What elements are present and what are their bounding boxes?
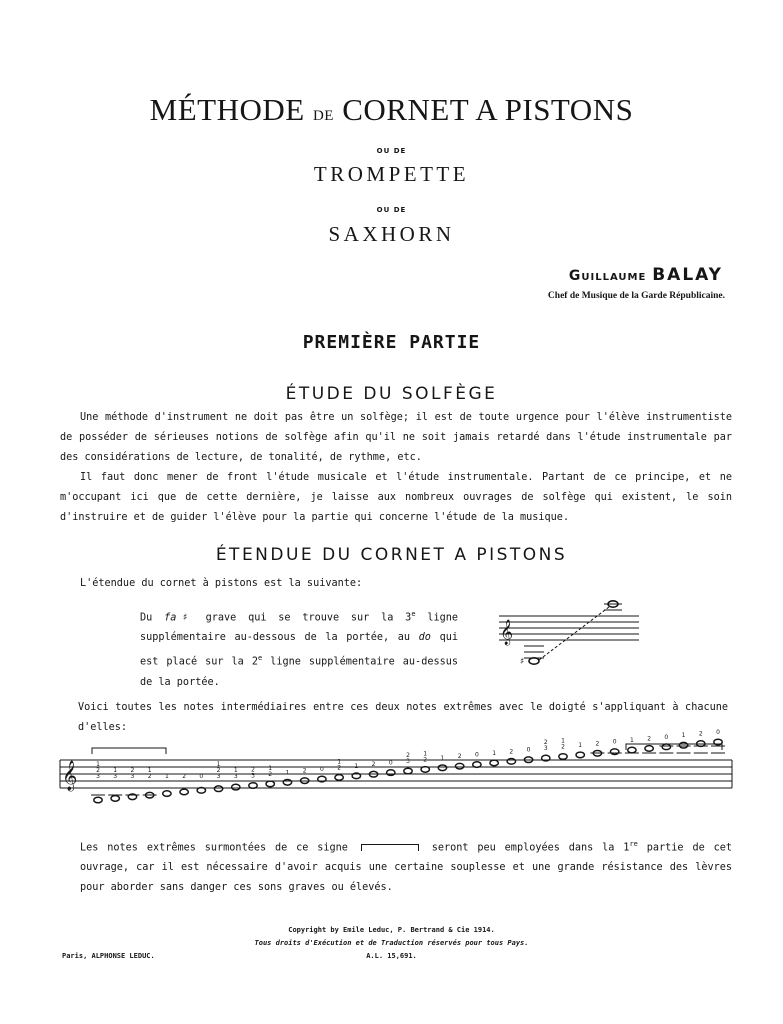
fingering-number: 1 (629, 737, 634, 745)
fingering-number: 2 (337, 764, 342, 772)
fingering-number: 2 (302, 767, 307, 775)
author-first-name: Guillaume (568, 268, 647, 284)
fingering-number: 2 (371, 761, 376, 769)
bracket-sign-icon (361, 844, 419, 851)
range-staff (494, 598, 644, 670)
solfege-paragraph-2: Il faut donc mener de front l'étude musicale et l'étude instrumentale. Partant de ce principe, et ne m'occupant ici que de cette dernière, je laisse aux nombreux ouvrages de solfège qui existent, le soin d'instruire et de guider l'élève pour la partie qui concerne l'étude de la musique. (60, 472, 732, 523)
scale-note (283, 779, 291, 785)
fingering-number: 1 (354, 762, 359, 770)
scale-note (507, 759, 515, 765)
treble-clef-icon: 𝄞 (62, 761, 78, 791)
fingering-number: 0 (474, 751, 479, 759)
scale-note (214, 786, 222, 792)
scale-note (438, 765, 446, 771)
chromatic-scale-staff (58, 729, 734, 816)
fingering-number: 2 (457, 753, 462, 761)
fingering-number: 3 (233, 773, 238, 780)
scale-note (180, 789, 188, 795)
section-title-solfege: ÉTUDE DU SOLFÈGE (285, 384, 498, 404)
fingering-number: 1 (337, 758, 342, 766)
scale-note (335, 775, 343, 781)
note-fa: fa (164, 612, 177, 624)
fingering-number: 3 (216, 773, 221, 780)
fingering-number: 1 (164, 773, 169, 780)
scale-note (610, 749, 618, 755)
scale-note (576, 752, 584, 758)
copyright-line-1: Copyright by Emile Leduc, P. Bertrand & Cie 1914. (288, 926, 495, 934)
ou-de-label-2: OU DE (376, 206, 407, 214)
fingering-number: 2 (96, 767, 100, 774)
fingering-number: 1 (216, 761, 221, 768)
scale-note (455, 763, 463, 769)
fingering-number: 3 (96, 773, 100, 780)
scale-note (559, 754, 567, 760)
fingering-number: 1 (268, 764, 273, 772)
ou-de-label: OU DE (376, 147, 407, 155)
scale-note (249, 783, 257, 789)
fingering-number: 1 (233, 767, 238, 774)
etendue-intro: L'étendue du cornet à pistons est la suivante: (80, 578, 363, 589)
fingering-number: 2 (216, 767, 221, 774)
scale-note (628, 747, 636, 753)
fingering-number: 3 (406, 758, 410, 765)
low-note (529, 658, 539, 664)
fingering-number: 2 (130, 767, 135, 774)
fingering-number: 2 (147, 773, 152, 780)
method-title (0, 92, 783, 128)
closing-paragraph: Les notes extrêmes surmontées de ce signe seront peu employées dans la 1re partie de cet ouvrage, car il est nécessaire d'avoir acquis une certaine souplesse et une grande résistance des lèvres pour aborder sans danger ces sons graves ou élevés. (80, 840, 732, 894)
plate-number: A.L. 15,691. (366, 952, 417, 960)
fingering-number: 1 (423, 750, 428, 758)
fingering-number: 2 (268, 770, 273, 778)
fingering-number: 0 (716, 729, 720, 736)
scale-note (662, 744, 670, 750)
fingering-number: 3 (543, 745, 548, 753)
fingering-number: 0 (526, 746, 531, 754)
scale-note (266, 781, 274, 787)
fingering-number: 1 (147, 767, 152, 774)
fingering-number: 1 (113, 767, 118, 774)
fingering-number: 0 (199, 773, 204, 780)
range-description: Du fa♯ grave qui se trouve sur la 3e ligne supplémentaire au-dessous de la portée, au do qui est placé sur la 2e ligne supplémentaire au-dessus de la portée. (140, 610, 458, 688)
note-do: do (418, 632, 431, 644)
scale-intro: Voici toutes les notes intermédiaires entre ces deux notes extrêmes avec le doigté s'appliquant à chacune d'elles: (78, 702, 728, 733)
fingering-number: 1 (96, 761, 100, 768)
fingering-number: 2 (423, 756, 428, 764)
svg-text:♯: ♯ (520, 657, 525, 667)
fingering-number: 1 (440, 754, 445, 762)
sharp-sign: ♯ (176, 612, 194, 624)
scale-note (163, 791, 171, 797)
scale-note (232, 784, 240, 790)
fingering-number: 3 (251, 772, 255, 780)
section-title-etendue: ÉTENDUE DU CORNET A PISTONS (215, 545, 568, 565)
solfege-paragraph-1: Une méthode d'instrument ne doit pas être un solfège; il est de toute urgence pour l'élève instrumentiste de posséder de sérieuses notions de solfège afin qu'il ne soit jamais retardé dans l'étude instrumentale par des considérations de lecture, de tonalité, de rythme, etc. (60, 412, 732, 463)
scale-note (404, 768, 412, 774)
fingering-number: 0 (612, 738, 617, 746)
fingering-number: 2 (182, 773, 187, 780)
title-methode: MÉTHODE (149, 92, 305, 127)
fingering-number: 1 (561, 737, 565, 745)
scale-note (490, 760, 498, 766)
copyright-line-2: Tous droits d'Exécution et de Traduction réservés pour tous Pays. (254, 939, 529, 947)
part-title: PREMIÈRE PARTIE (302, 332, 481, 353)
fingering-number: 1 (681, 732, 686, 740)
scale-note (111, 796, 119, 802)
scale-note (679, 742, 687, 748)
fingering-number: 2 (561, 743, 565, 751)
author-role: Chef de Musique de la Garde Républicaine. (547, 291, 725, 301)
fingering-number: 1 (578, 741, 583, 749)
fingering-number: 2 (647, 735, 652, 743)
subtitle-trompette: TROMPETTE (313, 162, 470, 186)
scale-note (94, 797, 102, 803)
fingering-number: 2 (406, 752, 410, 759)
title-cornet: CORNET A PISTONS (342, 92, 634, 127)
author-last-name: BALAY (652, 265, 723, 285)
title-de: DE (312, 108, 334, 124)
fingering-number: 2 (509, 748, 514, 756)
fingering-number: 2 (543, 739, 548, 747)
fingering-number: 0 (664, 733, 669, 741)
scale-note (387, 770, 395, 776)
treble-clef-icon: 𝄞 (500, 620, 514, 645)
scale-note (645, 746, 653, 752)
fingering-number: 1 (285, 769, 290, 777)
fingering-number: 0 (388, 759, 393, 767)
publisher-left: Paris, ALPHONSE LEDUC. (62, 952, 155, 960)
author-name (569, 265, 723, 285)
subtitle-saxhorn: SAXHORN (328, 222, 455, 246)
fingering-number: 2 (595, 740, 600, 748)
fingering-number: 3 (130, 773, 135, 780)
fingering-number: 3 (113, 773, 118, 780)
fingering-number: 2 (698, 730, 703, 738)
fingering-number: 0 (319, 766, 324, 774)
solfege-text (60, 408, 732, 528)
fingering-number: 1 (492, 749, 497, 757)
fingering-number: 2 (251, 766, 255, 774)
